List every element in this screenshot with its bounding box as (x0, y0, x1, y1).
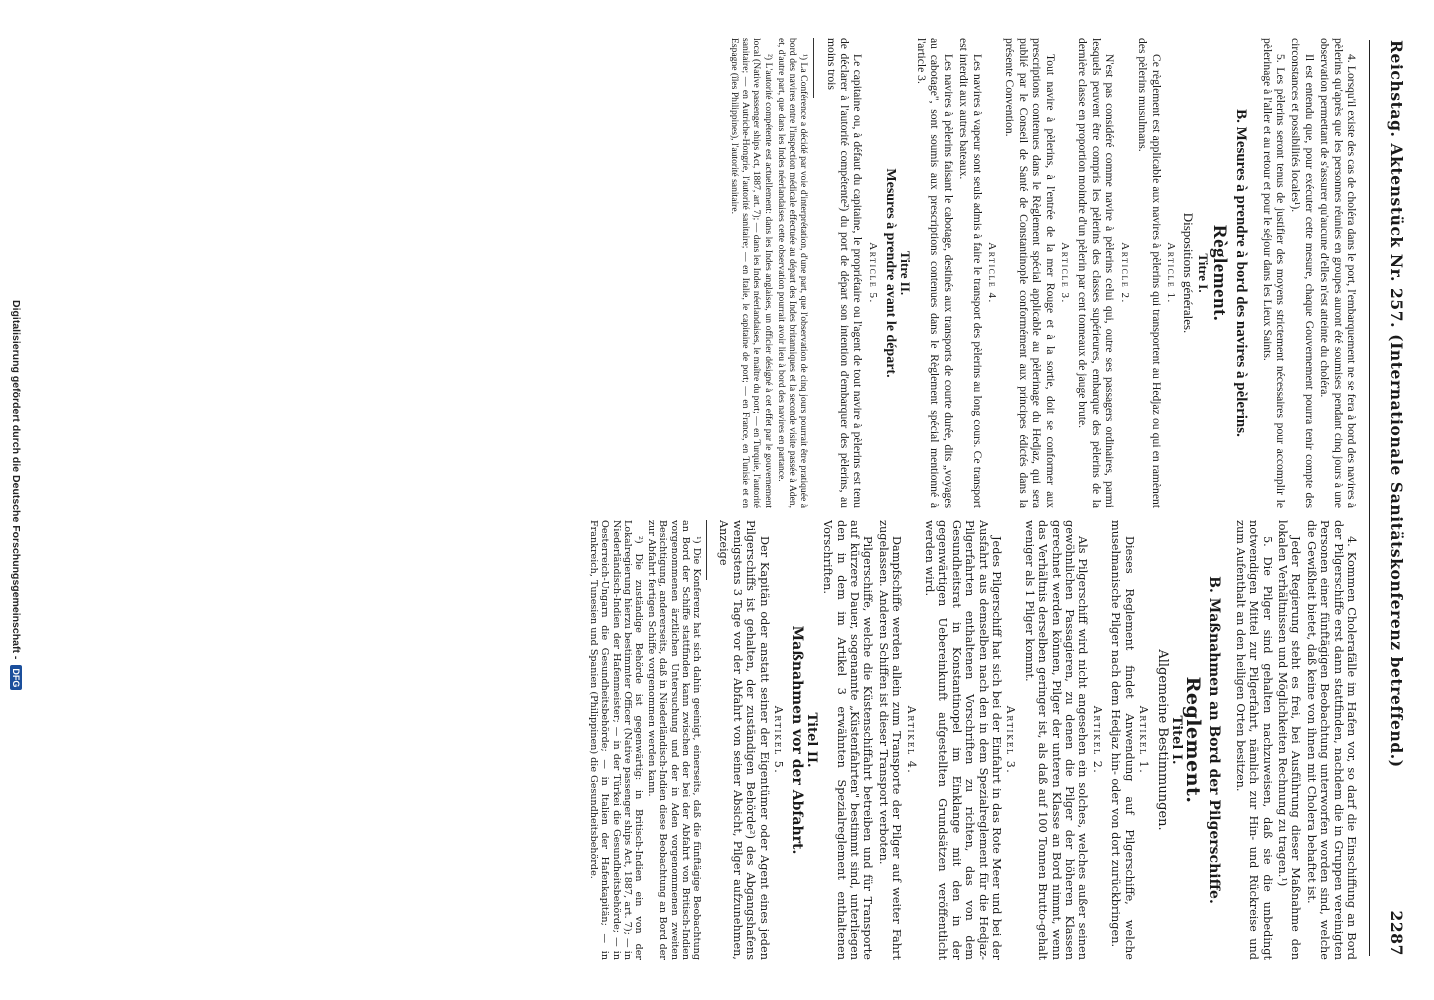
digitization-credit-text: Digitalisierung gefördert durch die Deutsche Forschungsgemeinschaft - (10, 300, 22, 660)
de-footnote-2: ²) Die zuständige Behörde ist gegenwärtig: in Britisch-Indien ein von der Lokalregierung hierzu bestimmter Officer (Native passenger ships Act, 1887, art. 7); — in Niederländisch-Indien der Hafenmeister; — in der Türkei die Gesundheitsbehörde; — in Oesterreich-Ungarn die Gesundheitsbehörde; — in Italien der Hafenkapitän; — in Frankreich, Tunesien und Spanien (Philippinen) die Gesundheitsbehörde. (588, 520, 644, 960)
de-artikel-3-text: Jedes Pilgerschiff hat sich bei der Einfahrt in das Rote Meer und bei der Ausfahrt aus demselben nach den in dem Spezialreglement für die Hedjaz-Pilgerfahrten enthaltenen Vorschriften zu richten, das von dem Gesundheitsrat in Konstantinopel im Einklange mit den in der gegenwärtigen Uebereinkunft aufgestellten Grundsätzen veröffentlicht werden wird. (923, 520, 1004, 960)
de-titel-1: Titel I. (1168, 715, 1184, 765)
de-artikel-4-text-2: Pilgerschiffe, welche die Küstenschiffahrt betreiben und für Transporte auf kürzere Dauer, sogenannte „Küstenfahrten" bestimmt sind, unterliegen den in dem im Artikel 3 erwähnten Spezialreglement enthaltenen Vorschriften. (821, 520, 875, 960)
de-titel-2-sub: Maßnahmen vor der Abfahrt. (789, 625, 806, 855)
de-artikel-4-text-1: Dampfschiffe werden allein zum Transporte der Pilger auf weiter Fahrt zugelassen. Anderen Schiffen ist dieser Transport verboten. (876, 520, 904, 960)
running-head (1387, 40, 1406, 956)
digitization-credit (10, 300, 22, 990)
de-artikel-2-text: Als Pilgerschiff wird nicht angesehen ein solches, welches außer seinen gewöhnlichen Passagieren, zu denen die Pilger der höheren Klassen gerechnet werden können, Pilger der unteren Klasse an Bord nimmt, wenn das Verhältnis derselben geringer ist, als daß auf 100 Tonnen Brutto-gehalt weniger als 1 Pilger kommt. (1022, 520, 1090, 960)
de-artikel-2-label: Artikel 2. (1090, 705, 1104, 775)
running-head-title: Reichstag. Aktenstück Nr. 257. (Internationale Sanitätskonferenz betreffend.) (1387, 40, 1406, 768)
fr-intro-para-2: Il est entendu que, pour exécuter cette mesure, chaque Gouvernement pourra tenir compte des circonstances et possibilités locales¹). (1289, 38, 1316, 508)
de-artikel-1-text: Dieses Reglement findet Anwendung auf Pilgerschiffe, welche muselmanische Pilger nach dem Hedjaz hin- oder von dort zurückbringen. (1109, 520, 1136, 960)
page-number: 2287 (1387, 910, 1406, 956)
fr-article-3-label: Article 3. (1059, 242, 1072, 304)
de-titel-1-sub: Allgemeine Bestimmungen. (1154, 649, 1170, 831)
fr-article-5-label: Article 5. (866, 242, 879, 304)
de-section-heading: B. Maßnahmen an Bord der Pilgerschiffe. (1206, 576, 1223, 904)
de-intro-para-1: 4. Kommen Cholerafälle im Hafen vor, so darf die Einschiffung an Bord der Pilgerschiffe erst dann stattfinden, nachdem die in Gruppen vereinigten Personen einer fünftägigen Beobachtung unterworfen worden sind, welche die Gewißheit bietet, daß keine von ihnen mit Cholera behaftet ist. (1304, 520, 1358, 960)
french-column (128, 38, 1358, 508)
de-intro-para-3: 5. Die Pilger sind gehalten nachzuweisen, daß sie die unbedingt notwendigen Mittel zur Pilgerfahrt, nämlich zur Hin- und Rückreise und zum Aufenthalt an den heiligen Orten besitzen. (1233, 520, 1274, 960)
fr-footnote-1: ¹) La Conférence a décidé par voie d'interprétation, d'une part, que l'observation de cinq jours pourrait être pratiquée à bord des navires entre l'inspection médicale effectuée au départ des Indes britanniques et la seconde visite passée à Aden, et, d'autre part, que dans les Indes néerlandaises cette observation pourrait avoir lieu à bord des navires en partance. (775, 38, 810, 508)
fr-article-1-label: Article 1. (1164, 242, 1177, 304)
fr-article-2-label: Article 2. (1118, 242, 1131, 304)
de-intro-para-2: Jeder Regierung steht es frei, bei Ausführung dieser Maßnahme den lokalen Verhältnissen und Möglichkeiten Rechnung zu tragen.¹) (1275, 520, 1303, 960)
fr-footnote-rule (813, 38, 814, 98)
fr-article-3-text: Tout navire à pèlerins, à l'entrée de la mer Rouge et à la sortie, doit se conformer aux prescriptions contenues dans le Règlement spécial applicable au pèlerinage du Hedjaz, qui sera publié par le Conseil de Santé de Constantinople conformément aux principes édictés dans la présente Convention. (1003, 38, 1057, 508)
de-artikel-1-label: Artikel 1. (1137, 705, 1151, 775)
fr-article-1-text: Ce règlement est applicable aux navires à pèlerins qui transportent au Hedjaz ou qui en ramènent des pèlerins musulmans. (1136, 38, 1163, 508)
header-rule (1369, 40, 1370, 956)
fr-titre-1-sub: Dispositions générales. (1181, 212, 1197, 334)
de-artikel-3-label: Artikel 3. (1004, 705, 1018, 775)
german-column (128, 520, 1358, 960)
fr-article-2-text: N'est pas considéré comme navire à pèlerins celui qui, outre ses passagers ordinaires, parmi lesquels peuvent être compris les pèlerins des classes supérieures, embarque des pèlerins de la dernière classe en proportion moindre d'un pèlerin par cent tonneaux de jauge brute. (1076, 38, 1117, 508)
dfg-logo: DFG (10, 665, 22, 690)
fr-section-heading: B. Mesures à prendre à bord des navires à pèlerins. (1233, 109, 1250, 437)
fr-article-4-text-2: Les navires à pèlerins faisant le cabotage, destinés aux transports de courte durée, dits „voyages au cabotage", sont soumis aux prescriptions contenues dans le Règlement spécial mentionné à l'article 3. (915, 38, 955, 508)
de-artikel-4-label: Artikel 4. (904, 705, 918, 775)
de-titel-2: Titel II. (803, 712, 819, 768)
fr-intro-para-3: 5. Les pèlerins seront tenus de justifier des moyens strictement nécessaires pour accomplir le pèlerinage à l'aller et au retour et pour le séjour dans les Lieux Saints. (1260, 38, 1287, 508)
de-footnote-rule (706, 520, 707, 580)
fr-article-5-text: Le capitaine ou, à défaut du capitaine, le propriétaire ou l'agent de tout navire à pèlerins est tenu de déclarer à l'autorité compétente²) du port de départ son intention d'embarquer des pèlerins, au moins trois (824, 38, 865, 508)
de-footnote-1: ¹) Die Konferenz hat sich dahin geeinigt, einerseits, daß die fünftägige Beobachtung an Bord der Schiffe stattfinden kann zwischen der bei der Abfahrt von Britisch-Indien vorgenommenen ärztlichen Untersuchung und der in Aden vorgenommenen zweiten Besichtigung, andererseits, daß in Niederländisch-Indien diese Beobachtung an Bord der zur Abfahrt fertigen Schiffe vorgenommen werden kann. (646, 520, 702, 960)
de-reglement-title: Reglement. (1182, 676, 1205, 804)
fr-footnote-2: ²) L'autorité compétente est actuellement: dans les Indes anglaises, un officier désigné à cet effet par le gouvernement local (Native passenger ships Act, 1887, art. 7); — dans les Indes néerlandaises, le maître du port; — en Turquie, l'autorité sanitaire; — en Autriche-Hongrie, l'autorité sanitaire; — en Italie, le capitaine de port; — en France, en Tunisie et en Espagne (îles Philippines), l'autorité sanitaire. (728, 38, 774, 508)
fr-titre-2-sub: Mesures à prendre avant le départ. (883, 168, 899, 378)
fr-intro-para-1: 4. Lorsqu'il existe des cas de choléra dans le port, l'embarquement ne se fera à bord des navires à pèlerins qu'après que les personnes réunies en groupes auront été soumises pendant cinq jours à une observation permettant de s'assurer qu'aucune d'elles n'est atteinte du choléra. (1318, 38, 1358, 508)
de-artikel-5-label: Artikel 5. (771, 705, 785, 775)
fr-article-4-label: Article 4. (986, 242, 999, 304)
fr-reglement-title: Règlement. (1209, 224, 1231, 322)
fr-titre-2: Titre II. (897, 250, 913, 296)
fr-article-4-text-1: Les navires à vapeur sont seuls admis à faire le transport des pèlerins au long cours. Ce transport est interdit aux autres bateaux. (957, 38, 984, 508)
de-artikel-5-text: Der Kapitän oder anstatt seiner der Eigentümer oder Agent eines jeden Pilgerschiffs ist gehalten, der zuständigen Behörde²) des Abgangshafens wenigstens 3 Tage vor der Abfahrt von seiner Absicht, Pilger aufzunehmen, Anzeige (717, 520, 771, 960)
fr-titre-1: Titre I. (1195, 253, 1211, 293)
